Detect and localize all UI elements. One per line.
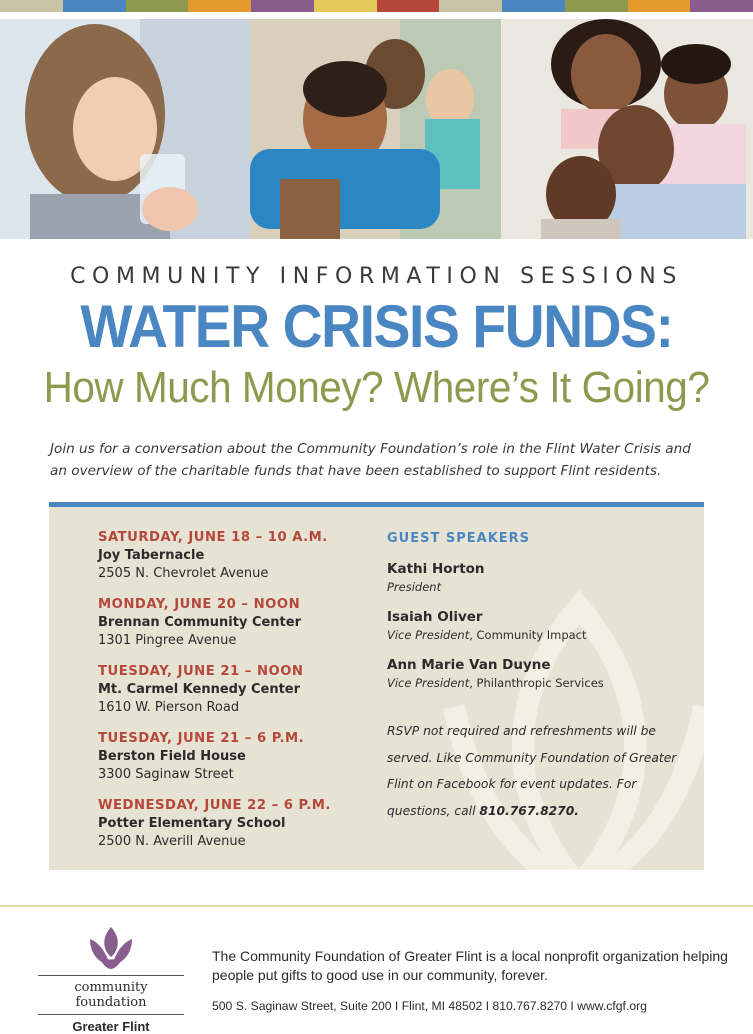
- footer-divider: [0, 905, 753, 907]
- session-item: [98, 663, 368, 717]
- page-subtitle: How Much Money? Where’s It Going?: [43, 363, 710, 412]
- session-date: WEDNESDAY, JUNE 22 – 6 P.M.: [98, 798, 331, 813]
- speaker-item: [387, 608, 687, 644]
- logo-rule: [38, 1014, 184, 1015]
- rsvp-phone: 810.767.8270.: [479, 803, 579, 818]
- stripe-segment: [439, 0, 502, 12]
- rsvp-note: [387, 718, 677, 824]
- session-item: [98, 596, 368, 650]
- speaker-item: [387, 656, 687, 692]
- stripe-segment: [314, 0, 377, 12]
- speaker-title: Vice President: [387, 628, 470, 642]
- session-venue: Mt. Carmel Kennedy Center: [98, 682, 301, 697]
- foundation-tagline: The Community Foundation of Greater Flint is a local nonprofit organization helping people put gifts to good use in our community, forever.: [212, 948, 728, 983]
- guest-speakers: [387, 531, 687, 704]
- logo-location: Greater Flint: [72, 1019, 150, 1034]
- family-photo: [501, 19, 753, 239]
- speaker-item: [387, 560, 687, 596]
- color-stripe: [0, 0, 753, 12]
- stripe-segment: [126, 0, 189, 12]
- students-classroom-photo: [250, 19, 501, 239]
- speaker-title: President: [387, 580, 442, 594]
- event-kicker: COMMUNITY INFORMATION SESSIONS: [70, 264, 683, 289]
- details-panel: [49, 502, 704, 870]
- stripe-segment: [565, 0, 628, 12]
- speaker-role: [387, 675, 687, 692]
- rsvp-text: RSVP not required and refreshments will be served. Like Community Foundation of Greater Flint on Facebook for event updates. For questions, call: [387, 724, 677, 818]
- stripe-segment: [628, 0, 691, 12]
- lotus-logo-icon: [86, 925, 136, 971]
- session-venue: Joy Tabernacle: [98, 548, 205, 563]
- logo-name: community foundation: [74, 980, 148, 1010]
- speaker-name: Ann Marie Van Duyne: [387, 657, 551, 673]
- stripe-segment: [63, 0, 126, 12]
- stripe-segment: [251, 0, 314, 12]
- speakers-heading: GUEST SPEAKERS: [387, 531, 531, 546]
- speaker-name: Isaiah Oliver: [387, 609, 483, 625]
- speaker-title: Vice President: [387, 676, 470, 690]
- session-address: 1301 Pingree Avenue: [98, 633, 237, 648]
- stripe-segment: [188, 0, 251, 12]
- session-item: [98, 529, 368, 583]
- intro-paragraph: Join us for a conversation about the Community Foundation’s role in the Flint Water Crisis and an overview of the charitable funds that have been established to support Flint residents.: [50, 441, 691, 479]
- speaker-role: [387, 579, 687, 596]
- session-address: 1610 W. Pierson Road: [98, 700, 240, 715]
- session-date: SATURDAY, JUNE 18 – 10 A.M.: [98, 530, 328, 545]
- session-item: [98, 730, 368, 784]
- stripe-segment: [377, 0, 440, 12]
- stripe-segment: [0, 0, 63, 12]
- session-address: 2505 N. Chevrolet Avenue: [98, 566, 269, 581]
- speaker-dept: , Community Impact: [469, 628, 587, 642]
- speaker-role: [387, 627, 687, 644]
- session-item: [98, 797, 368, 851]
- session-date: MONDAY, JUNE 20 – NOON: [98, 597, 301, 612]
- stripe-segment: [502, 0, 565, 12]
- contact-line: 500 S. Saginaw Street, Suite 200 I Flint, MI 48502 I 810.767.8270 I www.cfgf.org: [212, 999, 647, 1013]
- photo-banner: [0, 19, 753, 239]
- session-date: TUESDAY, JUNE 21 – 6 P.M.: [98, 731, 305, 746]
- session-date: TUESDAY, JUNE 21 – NOON: [98, 664, 304, 679]
- session-address: 2500 N. Averill Avenue: [98, 834, 246, 849]
- speaker-dept: , Philanthropic Services: [469, 676, 604, 690]
- session-list: [98, 529, 368, 864]
- foundation-logo: [38, 925, 184, 1034]
- session-venue: Brennan Community Center: [98, 615, 301, 630]
- session-venue: Berston Field House: [98, 749, 246, 764]
- logo-rule: [38, 975, 184, 976]
- page-title: WATER CRISIS FUNDS:: [80, 293, 673, 360]
- session-venue: Potter Elementary School: [98, 816, 286, 831]
- stripe-segment: [690, 0, 753, 12]
- girl-drinking-water-photo: [0, 19, 250, 239]
- speaker-name: Kathi Horton: [387, 561, 485, 577]
- session-address: 3300 Saginaw Street: [98, 767, 234, 782]
